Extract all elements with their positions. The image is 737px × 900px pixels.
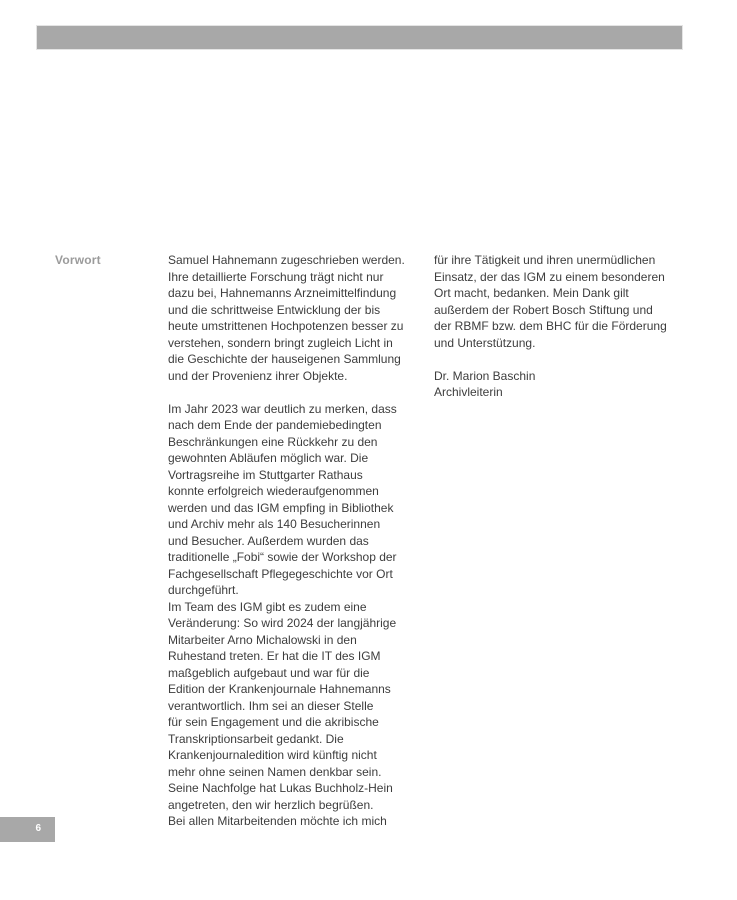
text-line: Krankenjournaledition wird künftig nicht xyxy=(168,748,377,762)
paragraph xyxy=(168,599,428,830)
text-line: und Unterstützung. xyxy=(434,335,536,350)
page-number: 6 xyxy=(35,823,41,834)
paragraph xyxy=(168,401,428,599)
text-line: verstehen, sondern bringt zugleich Licht in xyxy=(168,335,393,350)
text-line: heute umstrittenen Hochpotenzen besser zu xyxy=(168,319,404,333)
text-line: Seine Nachfolge hat Lukas Buchholz-Hein xyxy=(168,781,393,795)
text-line: werden und das IGM empfing in Bibliothek xyxy=(168,500,394,515)
text-line: Ihre detaillierte Forschung trägt nicht nur xyxy=(168,269,384,284)
text-line: maßgeblich aufgebaut und war für die xyxy=(168,665,370,680)
text-column-1 xyxy=(168,252,428,830)
text-line: Im Team des IGM gibt es zudem eine xyxy=(168,599,367,614)
text-line: Transkriptionsarbeit gedankt. Die xyxy=(168,731,344,746)
signature-block xyxy=(434,368,694,401)
header-bar xyxy=(36,25,683,50)
text-line: Ort macht, bedanken. Mein Dank gilt xyxy=(434,286,629,300)
text-line: außerdem der Robert Bosch Stiftung und xyxy=(434,302,653,317)
text-line: und der Provenienz ihrer Objekte. xyxy=(168,368,348,383)
text-line: Ruhestand treten. Er hat die IT des IGM xyxy=(168,649,381,663)
text-line: für sein Engagement und die akribische xyxy=(168,715,379,729)
paragraph-gap xyxy=(434,351,694,368)
text-line: traditionelle „Fobi“ sowie der Workshop der xyxy=(168,550,397,564)
text-line: der RBMF bzw. dem BHC für die Förderung xyxy=(434,319,667,333)
text-line: für ihre Tätigkeit und ihren unermüdlichen xyxy=(434,253,656,267)
text-line: Fachgesellschaft Pflegegeschichte vor Ort xyxy=(168,566,393,581)
text-line: gewohnten Abläufen möglich war. Die xyxy=(168,451,369,465)
text-line: die Geschichte der hauseigenen Sammlung xyxy=(168,352,401,366)
text-line: durchgeführt. xyxy=(168,583,239,597)
text-line: verantwortlich. Ihm sei an dieser Stelle xyxy=(168,698,374,713)
text-line: Im Jahr 2023 war deutlich zu merken, dass xyxy=(168,401,397,416)
text-line: Mitarbeiter Arno Michalowski in den xyxy=(168,632,357,647)
text-line: Veränderung: So wird 2024 der langjährige xyxy=(168,616,397,630)
text-line: Bei allen Mitarbeitenden möchte ich mich xyxy=(168,814,387,828)
text-line: angetreten, den wir herzlich begrüßen. xyxy=(168,797,374,812)
text-line: und die schrittweise Entwicklung der bis xyxy=(168,302,381,317)
text-line: und Besucher. Außerdem wurden das xyxy=(168,533,369,548)
text-line: Einsatz, der das IGM zu einem besonderen xyxy=(434,269,665,284)
text-line: konnte erfolgreich wiederaufgenommen xyxy=(168,484,379,498)
section-label: Vorwort xyxy=(55,253,101,267)
paragraph xyxy=(168,252,428,384)
signature-title: Archivleiterin xyxy=(434,385,503,399)
text-line: Edition der Krankenjournale Hahnemanns xyxy=(168,682,391,696)
text-line: nach dem Ende der pandemiebedingten xyxy=(168,418,382,432)
page-number-box xyxy=(0,817,55,842)
signature-name: Dr. Marion Baschin xyxy=(434,368,536,383)
paragraph xyxy=(434,252,694,351)
text-line: dazu bei, Hahnemanns Arzneimittelfindung xyxy=(168,286,397,300)
text-line: mehr ohne seinen Namen denkbar sein. xyxy=(168,764,382,779)
text-line: und Archiv mehr als 140 Besucherinnen xyxy=(168,517,381,531)
text-line: Beschränkungen eine Rückkehr zu den xyxy=(168,434,378,449)
text-line: Vortragsreihe im Stuttgarter Rathaus xyxy=(168,467,363,482)
text-column-2 xyxy=(434,252,694,401)
paragraph-gap xyxy=(168,384,428,401)
text-line: Samuel Hahnemann zugeschrieben werden. xyxy=(168,253,405,267)
